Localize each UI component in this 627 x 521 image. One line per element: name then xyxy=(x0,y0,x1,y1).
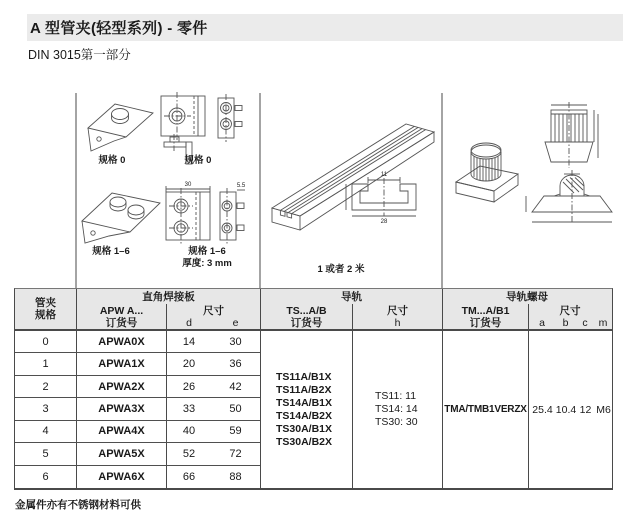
bracket-thickness-label: 厚度: 3 mm xyxy=(182,258,232,269)
col-d-header: d xyxy=(186,316,192,329)
plate-part-number: APWA5X xyxy=(76,443,166,464)
col-h-header: h xyxy=(394,316,401,329)
clamp-size: 5 xyxy=(42,447,49,460)
clamp-size: 0 xyxy=(42,335,49,348)
nut-dim-header: 尺寸 a b c m xyxy=(528,304,611,329)
dim-d: 14 xyxy=(182,335,196,348)
nut-section-view-drawing xyxy=(526,170,612,224)
col-a-header: a xyxy=(539,316,545,329)
din-standard-subtitle: DIN 3015第一部分 xyxy=(28,48,131,62)
plate-part-number: APWA6X xyxy=(76,466,166,488)
bracket-size1-6-iso-label: 规格 1–6 xyxy=(92,246,130,257)
bracket-hole-dim: 5.5 xyxy=(236,183,246,189)
parts-table-header xyxy=(14,288,613,331)
clamp-size-column-header: 管夹 规格 xyxy=(35,296,56,321)
bracket-size0-isometric-drawing xyxy=(88,104,153,151)
table-row xyxy=(15,466,260,488)
bracket-size0-ortho-label: 规格 0 xyxy=(184,155,212,166)
table-row xyxy=(15,398,260,420)
col-m-header: m xyxy=(598,316,608,329)
dim-d: 20 xyxy=(182,358,196,371)
nut-group-header: 导轨螺母 xyxy=(442,289,611,304)
rail-width-dim: 28 xyxy=(380,219,388,225)
dim-d: 26 xyxy=(182,380,196,393)
nut-dim-c: 12 xyxy=(579,403,592,416)
col-c-header: c xyxy=(582,316,588,329)
dim-e: 88 xyxy=(229,470,242,483)
technical-drawings xyxy=(14,90,613,288)
dim-d: 52 xyxy=(182,447,196,460)
clamp-size: 1 xyxy=(42,358,49,371)
table-row xyxy=(15,421,260,443)
rail-cross-section-drawing xyxy=(346,177,416,216)
rail-order-header: TS...A/B 订货号 xyxy=(260,304,352,329)
clamp-size: 3 xyxy=(42,402,49,415)
dim-e: 42 xyxy=(229,380,242,393)
table-row xyxy=(15,443,260,465)
merged-cells xyxy=(260,331,612,488)
dim-e: 72 xyxy=(229,447,242,460)
dim-e: 50 xyxy=(229,402,242,415)
rail-group-header: 导轨 xyxy=(260,289,442,304)
plate-part-number: APWA2X xyxy=(76,376,166,397)
col-b-header: b xyxy=(562,316,569,329)
rail-dim-header: 尺寸 h xyxy=(352,304,442,329)
col-e-header: e xyxy=(232,316,239,329)
rail-length-label: 1 或者 2 米 xyxy=(317,264,365,275)
plate-dim-header: 尺寸 d e xyxy=(166,304,260,329)
bracket-width-dim: 30 xyxy=(184,182,192,188)
nut-front-view-drawing xyxy=(545,102,598,168)
rail-heights-cell: TS11: 11 TS14: 14 TS30: 30 xyxy=(352,331,442,488)
nut-dim-b: 10.4 xyxy=(555,403,577,416)
bracket-size1-6-isometric-drawing xyxy=(82,193,160,243)
rail-part-numbers-cell: TS11A/B1X TS11A/B2X TS14A/B1X TS14A/B2X TS30A/B1X TS30A/B2X xyxy=(260,331,352,488)
dim-e: 59 xyxy=(229,425,242,438)
bracket-size0-iso-label: 规格 0 xyxy=(98,155,126,166)
rail-isometric-drawing xyxy=(272,124,434,230)
nut-isometric-drawing xyxy=(456,143,518,202)
nut-dim-a: 25.4 xyxy=(532,403,553,416)
table-row xyxy=(15,376,260,398)
dim-d: 40 xyxy=(182,425,196,438)
plate-rows xyxy=(15,331,260,488)
dim-e: 36 xyxy=(229,358,242,371)
plate-part-number: APWA0X xyxy=(76,331,166,352)
dim-d: 33 xyxy=(182,402,196,415)
plate-order-header: APW A... 订货号 xyxy=(76,304,166,329)
plate-part-number: APWA1X xyxy=(76,353,166,374)
table-row xyxy=(15,353,260,375)
page-title-bar xyxy=(27,14,623,41)
nut-dims-cell xyxy=(528,331,613,488)
plate-group-header: 直角焊接板 xyxy=(76,289,260,304)
nut-order-header: TM...A/B1 订货号 xyxy=(442,304,528,329)
nut-part-number-cell: TMA/TMB1VERZX xyxy=(442,331,528,488)
bracket-size1-6-ortho-drawing xyxy=(166,186,245,244)
material-footnote: 金属件亦有不锈钢材料可供 xyxy=(15,499,141,511)
page-title: A 型管夹(轻型系列) - 零件 xyxy=(30,20,208,37)
parts-table-body xyxy=(14,331,613,490)
plate-part-number: APWA4X xyxy=(76,421,166,442)
bracket-size0-ortho-drawing xyxy=(161,92,242,164)
clamp-size: 4 xyxy=(42,425,49,438)
nut-dim-m: M6 xyxy=(596,403,611,416)
bracket-size1-6-ortho-label: 规格 1–6 xyxy=(188,246,226,257)
dim-e: 30 xyxy=(229,335,242,348)
clamp-size: 6 xyxy=(42,470,49,483)
rail-opening-dim: 11 xyxy=(380,172,388,178)
clamp-size: 2 xyxy=(42,380,49,393)
dim-d: 66 xyxy=(182,470,196,483)
plate-part-number: APWA3X xyxy=(76,398,166,419)
table-row xyxy=(15,331,260,353)
